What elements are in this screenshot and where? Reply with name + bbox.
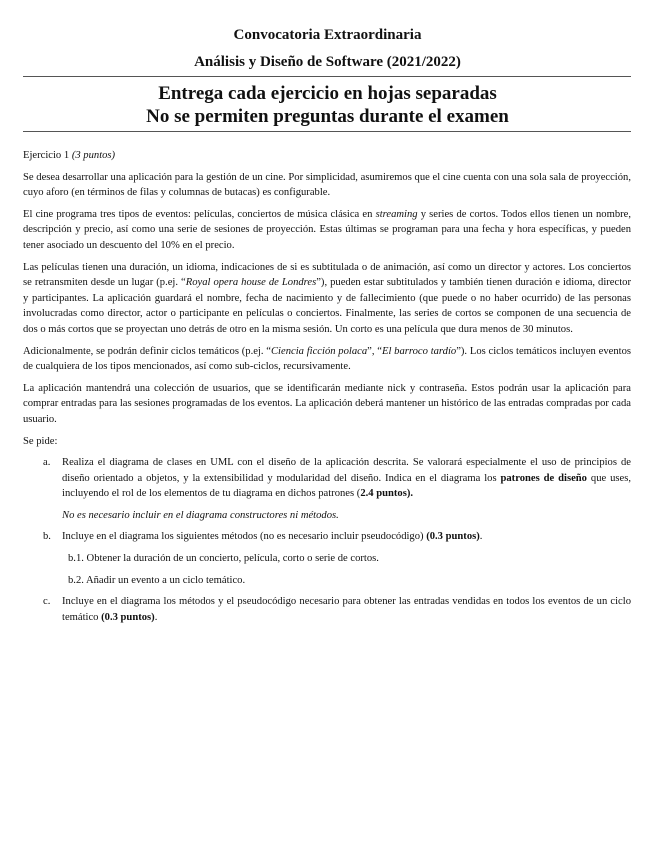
task-b2: b.2. Añadir un evento a un ciclo temático. xyxy=(68,574,246,586)
exercise-body xyxy=(23,148,631,631)
task-c-marker: c. xyxy=(43,596,51,608)
task-b-marker: b. xyxy=(43,531,51,543)
task-b1: b.1. Obtener la duración de un concierto, película, corto o serie de cortos. xyxy=(68,553,379,565)
course-title: Análisis y Diseño de Software (2021/2022) xyxy=(194,54,461,70)
exercise-heading: Ejercicio 1 (3 puntos) xyxy=(23,150,116,161)
task-a: a. Realiza el diagrama de clases en UML con el diseño de la aplicación descrita. Se valorará especialmente el uso de principios de diseño orientado a objetos, y la extensibilidad y modularidad del diseño. Indica en el diagrama los patrones de diseño que uses, incluyendo el rol de los elementos de tu diagrama en dichos patrones (2.4 puntos). xyxy=(43,457,631,500)
paragraph-films-concerts: Las películas tienen una duración, un idioma, indicaciones de si es subtitulada o de animación, así como un director y actores. Los conciertos se retransmiten desde un lugar (p.ej. “Royal opera house de Londres”), pueden estar subtitulados y también tienen duración e idioma, director y participantes. La aplicación guardará el nombre, fecha de nacimiento y de fallecimiento (que puede o no haber ocurrido) de las personas involucradas como director, actor o participante en películas o conciertos. Finalmente, las series de cortos se componen de una secuencia de dos o más cortos que se proyectan uno detrás de otro en la misma sesión. Un corto es una película que dura menos de 30 minutos. xyxy=(23,261,631,335)
tasks-label: Se pide: xyxy=(23,435,58,447)
instruction-line-2: No se permiten preguntas durante el examen xyxy=(146,106,509,127)
task-b: b. Incluye en el diagrama los siguientes métodos (no es necesario incluir pseudocódigo) (0.3 puntos). xyxy=(23,529,631,545)
paragraph-users: La aplicación mantendrá una colección de usuarios, que se identificarán mediante nick y contraseña. Estos podrán usar la aplicación para comprar entradas para las sesiones programadas de los eventos. La aplicación deberá mantener un histórico de las entradas compradas por cada usuario. xyxy=(23,382,631,425)
exam-call-title: Convocatoria Extraordinaria xyxy=(233,27,422,43)
bottom-divider xyxy=(23,131,631,132)
task-a-note: No es necesario incluir en el diagrama constructores ni métodos. xyxy=(62,509,339,521)
task-a-marker: a. xyxy=(43,457,51,469)
task-c: c. Incluye en el diagrama los métodos y el pseudocódigo necesario para obtener las entradas vendidas en todos los eventos de un ciclo temático (0.3 puntos). xyxy=(43,596,631,623)
paragraph-events: El cine programa tres tipos de eventos: películas, conciertos de música clásica en streaming y series de cortos. Todos ellos tienen un nombre, descripción y precio, así como una serie de sesiones de proyección. Estas últimas se programan para una fecha y hora específicas, y pueden tener asociado un descuento del 10% en el precio. xyxy=(23,208,631,251)
paragraph-cycles: Adicionalmente, se podrán definir ciclos temáticos (p.ej. “Ciencia ficción polaca”, “El barroco tardío”). Los ciclos temáticos incluyen eventos de cualquiera de los tipos mencionados, así como sub-ciclos, recursivamente. xyxy=(23,345,631,373)
exercise-points: (3 puntos) xyxy=(71,150,116,161)
instruction-line-1: Entrega cada ejercicio en hojas separadas xyxy=(158,83,497,104)
top-divider xyxy=(23,76,631,77)
paragraph-cinema: Se desea desarrollar una aplicación para la gestión de un cine. Por simplicidad, asumiremos que el cine cuenta con una sola sala de proyección, cuyo aforo (en términos de filas y columnas de butacas) es configurable. xyxy=(23,171,631,199)
